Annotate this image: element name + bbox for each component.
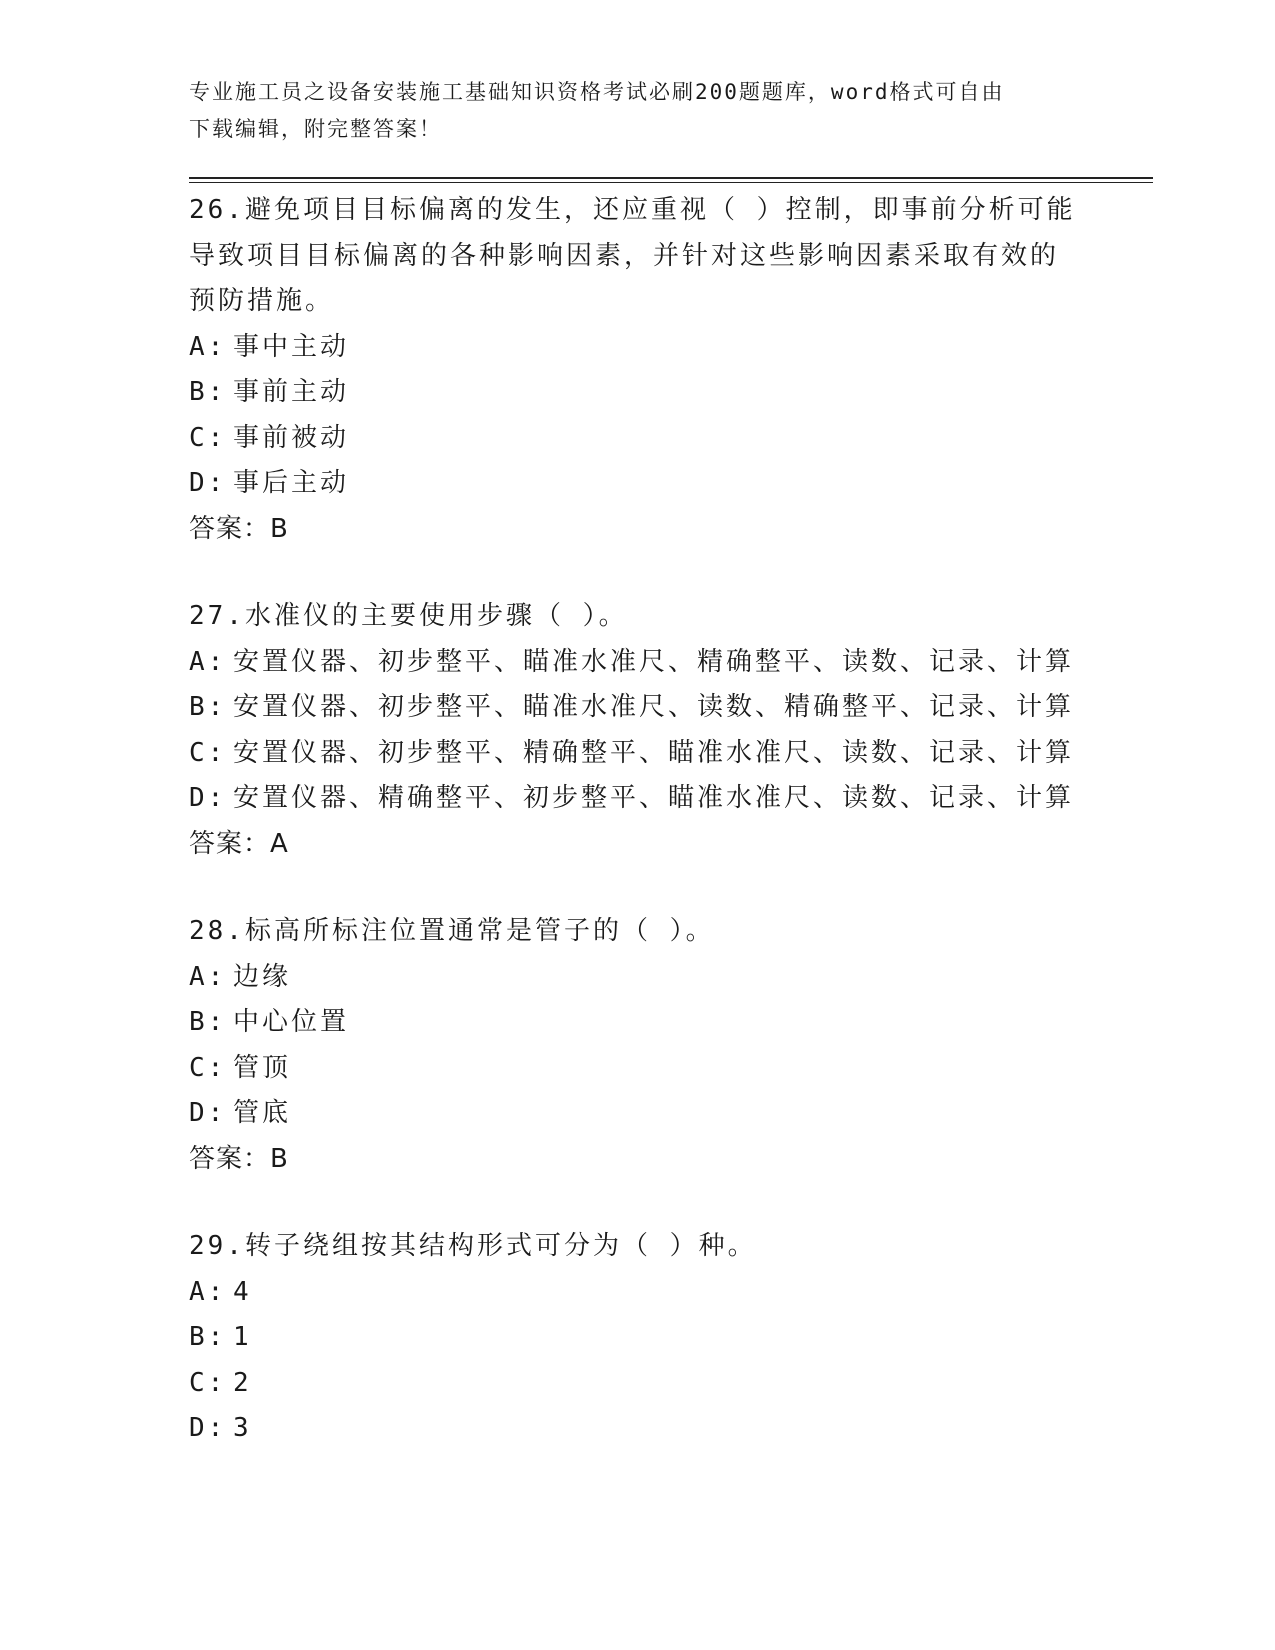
option-letter: A: (189, 646, 227, 677)
option-letter: C: (189, 1367, 227, 1398)
option-row (189, 955, 1089, 1001)
option-text: 安置仪器、初步整平、瞄准水准尺、读数、精确整平、记录、计算 (233, 692, 1075, 722)
question-text-line: 28.标高所标注位置通常是管子的（ ）。 (189, 916, 715, 946)
option-text: 安置仪器、精确整平、初步整平、瞄准水准尺、读数、记录、计算 (233, 783, 1075, 813)
question-block (189, 1224, 1089, 1452)
option-letter: D: (189, 468, 227, 498)
question-text-line: 导致项目目标偏离的各种影响因素，并针对这些影响因素采取有效的 (189, 240, 1060, 271)
option-letter: C: (189, 1052, 227, 1083)
option-text: 1 (233, 1322, 252, 1352)
option-text: 安置仪器、初步整平、精确整平、瞄准水准尺、读数、记录、计算 (233, 737, 1075, 768)
option-text: 2 (233, 1367, 252, 1398)
option-letter: C: (189, 737, 227, 768)
option-row (189, 731, 1089, 777)
header-divider-thick (189, 177, 1153, 179)
answer-line: 答案：B (189, 1143, 289, 1174)
option-row (189, 1000, 1089, 1046)
option-letter: B: (189, 692, 227, 722)
option-text: 中心位置 (233, 1007, 350, 1037)
option-text: 管顶 (233, 1052, 292, 1083)
option-text: 事前主动 (233, 377, 350, 407)
option-row (189, 461, 1089, 507)
option-letter: B: (189, 1322, 227, 1352)
option-letter: B: (189, 377, 227, 407)
option-text: 3 (233, 1413, 252, 1443)
question-block (189, 594, 1089, 867)
question-block (189, 188, 1089, 552)
question-text-line: 26.避免项目目标偏离的发生，还应重视（ ）控制，即事前分析可能 (189, 195, 1076, 225)
question-text-line: 预防措施。 (189, 286, 335, 316)
option-letter: A: (189, 1276, 227, 1307)
header-line-2: 下载编辑，附完整答案！ (189, 117, 442, 141)
option-letter: B: (189, 1007, 227, 1037)
option-row (189, 1315, 1089, 1361)
option-row (189, 370, 1089, 416)
option-text: 事中主动 (233, 331, 350, 362)
question-text-line: 29.转子绕组按其结构形式可分为（ ）种。 (189, 1231, 757, 1261)
option-text: 事前被动 (233, 422, 350, 453)
option-letter: D: (189, 1413, 227, 1443)
document-header (189, 74, 1079, 148)
header-divider-thin (189, 182, 1153, 183)
question-block (189, 909, 1089, 1182)
answer-line: 答案：B (189, 513, 289, 544)
option-row (189, 685, 1089, 731)
option-text: 4 (233, 1276, 252, 1307)
option-letter: C: (189, 422, 227, 453)
option-text: 边缘 (233, 961, 292, 992)
option-text: 安置仪器、初步整平、瞄准水准尺、精确整平、读数、记录、计算 (233, 646, 1075, 677)
option-text: 管底 (233, 1098, 292, 1128)
question-list (189, 188, 1089, 1494)
option-letter: A: (189, 331, 227, 362)
option-row (189, 1361, 1089, 1407)
option-row (189, 416, 1089, 462)
option-row (189, 776, 1089, 822)
option-row (189, 1046, 1089, 1092)
option-row (189, 1091, 1089, 1137)
option-row (189, 1406, 1089, 1452)
option-row (189, 1270, 1089, 1316)
option-letter: D: (189, 783, 227, 813)
option-letter: D: (189, 1098, 227, 1128)
option-row (189, 325, 1089, 371)
option-row (189, 640, 1089, 686)
header-line-1: 专业施工员之设备安装施工基础知识资格考试必刷200题题库，word格式可自由 (189, 80, 1005, 104)
option-letter: A: (189, 961, 227, 992)
question-text-line: 27.水准仪的主要使用步骤（ ）。 (189, 601, 628, 631)
option-text: 事后主动 (233, 468, 350, 498)
answer-line: 答案：A (189, 828, 289, 859)
